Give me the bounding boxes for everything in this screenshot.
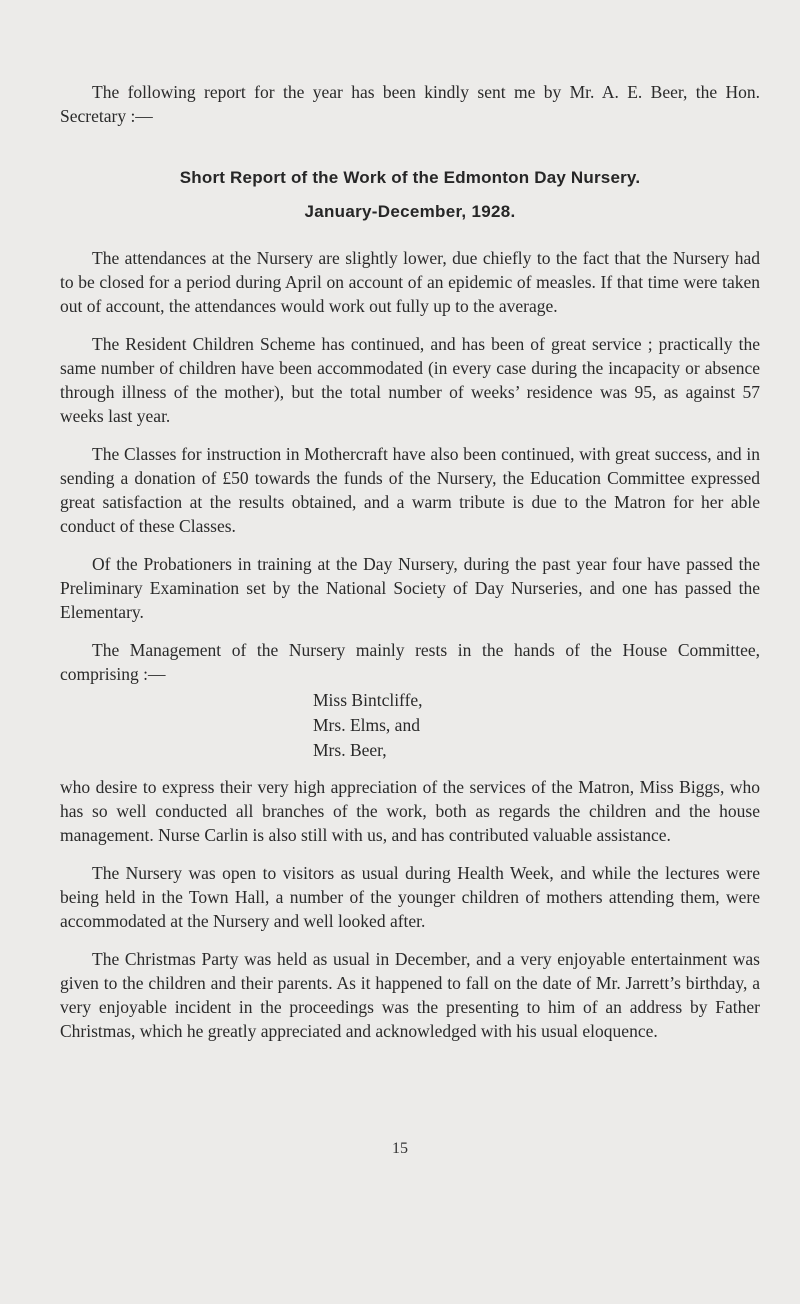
committee-list bbox=[313, 688, 760, 763]
paragraph-resident-children: The Resident Children Scheme has continued, and has been of great service ; practically the same number of children have been accommodated (in every case during the incapacity or absence through illness of the mother), but the total number of weeks’ residence was 95, as against 57 weeks last year. bbox=[60, 334, 760, 426]
report-subtitle: January-December, 1928. bbox=[304, 202, 516, 221]
report-title: Short Report of the Work of the Edmonton Day Nursery. bbox=[179, 168, 641, 187]
committee-member: Mrs. Elms, and bbox=[313, 715, 420, 735]
page-number: 15 bbox=[392, 1140, 408, 1157]
paragraph-mothercraft-classes: The Classes for instruction in Mothercraft have also been continued, with great success, and in sending a donation of £50 towards the funds of the Nursery, the Education Committee expressed great satisfaction at the results obtained, and a warm tribute is due to the Matron for her able conduct of these Classes. bbox=[60, 444, 760, 536]
paragraph-appreciation: who desire to express their very high appreciation of the services of the Matron, Miss Biggs, who has so well conducted all branches of the work, both as regards the children and the house management. Nurse Carlin is also still with us, and has contributed valuable assistance. bbox=[60, 777, 760, 845]
paragraph-management: The Management of the Nursery mainly rests in the hands of the House Committee, comprising :— bbox=[60, 640, 760, 684]
paragraph-attendances: The attendances at the Nursery are slightly lower, due chiefly to the fact that the Nursery had to be closed for a period during April on account of an epidemic of measles. If that time were taken out of account, the attendances would work out fully up to the average. bbox=[60, 248, 760, 316]
committee-member: Mrs. Beer, bbox=[313, 740, 387, 760]
committee-member: Miss Bintcliffe, bbox=[313, 690, 423, 710]
paragraph-probationers: Of the Probationers in training at the Day Nursery, during the past year four have passed the Preliminary Examination set by the National Society of Day Nurseries, and one has passed the Elementary. bbox=[60, 554, 760, 622]
intro-paragraph: The following report for the year has been kindly sent me by Mr. A. E. Beer, the Hon. Secretary :— bbox=[60, 82, 760, 126]
paragraph-health-week: The Nursery was open to visitors as usual during Health Week, and while the lectures were being held in the Town Hall, a number of the younger children of mothers attending them, were accommodated at the Nursery and well looked after. bbox=[60, 863, 760, 931]
paragraph-christmas-party: The Christmas Party was held as usual in December, and a very enjoyable entertainment was given to the children and their parents. As it happened to fall on the date of Mr. Jarrett’s birthday, a very enjoyable incident in the proceedings was the presenting to him of an address by Father Christmas, which he greatly appreciated and acknowledged with his usual eloquence. bbox=[60, 949, 760, 1041]
